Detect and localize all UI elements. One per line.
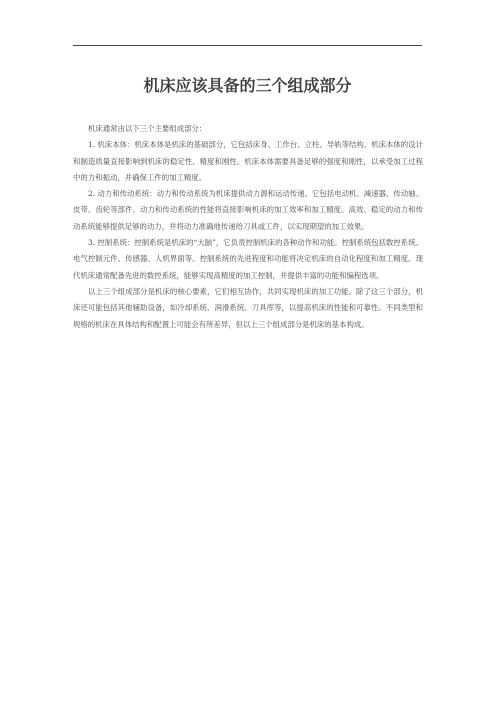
paragraph-machine-body: 1. 机床本体：机床本体是机床的基础部分，它包括床身、工作台、立柱、导轨等结构。机床本体的设计和制造质量直接影响到机床的稳定性、精度和刚性。机床本体需要具备足够的强度和刚性，以承受加工过程中的力和振动，并确保工件的加工精度。 xyxy=(73,140,423,182)
page-title: 机床应该具备的三个组成部分 xyxy=(143,76,352,95)
header-rule xyxy=(73,45,422,46)
paragraph-power-transmission: 2. 动力和传动系统：动力和传动系统为机床提供动力源和运动传递。它包括电动机、减速器、传动轴、皮带、齿轮等部件。动力和传动系统的性能将直接影响机床的加工效率和加工精度。高效、稳定的动力和传动系统能够提供足够的动力，并将动力准确地传递给刀具或工件，以实现期望的加工效果。 xyxy=(73,189,423,231)
intro-paragraph: 机床通常由以下三个主要组成部分： xyxy=(88,124,207,133)
body-text xyxy=(73,121,423,333)
paragraph-control-system: 3. 控制系统：控制系统是机床的“大脑”，它负责控制机床的各种动作和功能。控制系统包括数控系统、电气控制元件、传感器、人机界面等。控制系统的先进程度和功能将决定机床的自动化程度和加工精度。现代机床通常配备先进的数控系统，能够实现高精度的加工控制，并提供丰富的功能和编程选项。 xyxy=(73,238,423,280)
conclusion-paragraph: 以上三个组成部分是机床的核心要素，它们相互协作，共同实现机床的加工功能。除了这三个部分，机床还可能包括其他辅助设备，如冷却系统、润滑系统、刀具库等，以提高机床的性能和可靠性。不同类型和规格的机床在具体结构和配置上可能会有所差异，但以上三个组成部分是机床的基本构成。 xyxy=(73,286,423,329)
